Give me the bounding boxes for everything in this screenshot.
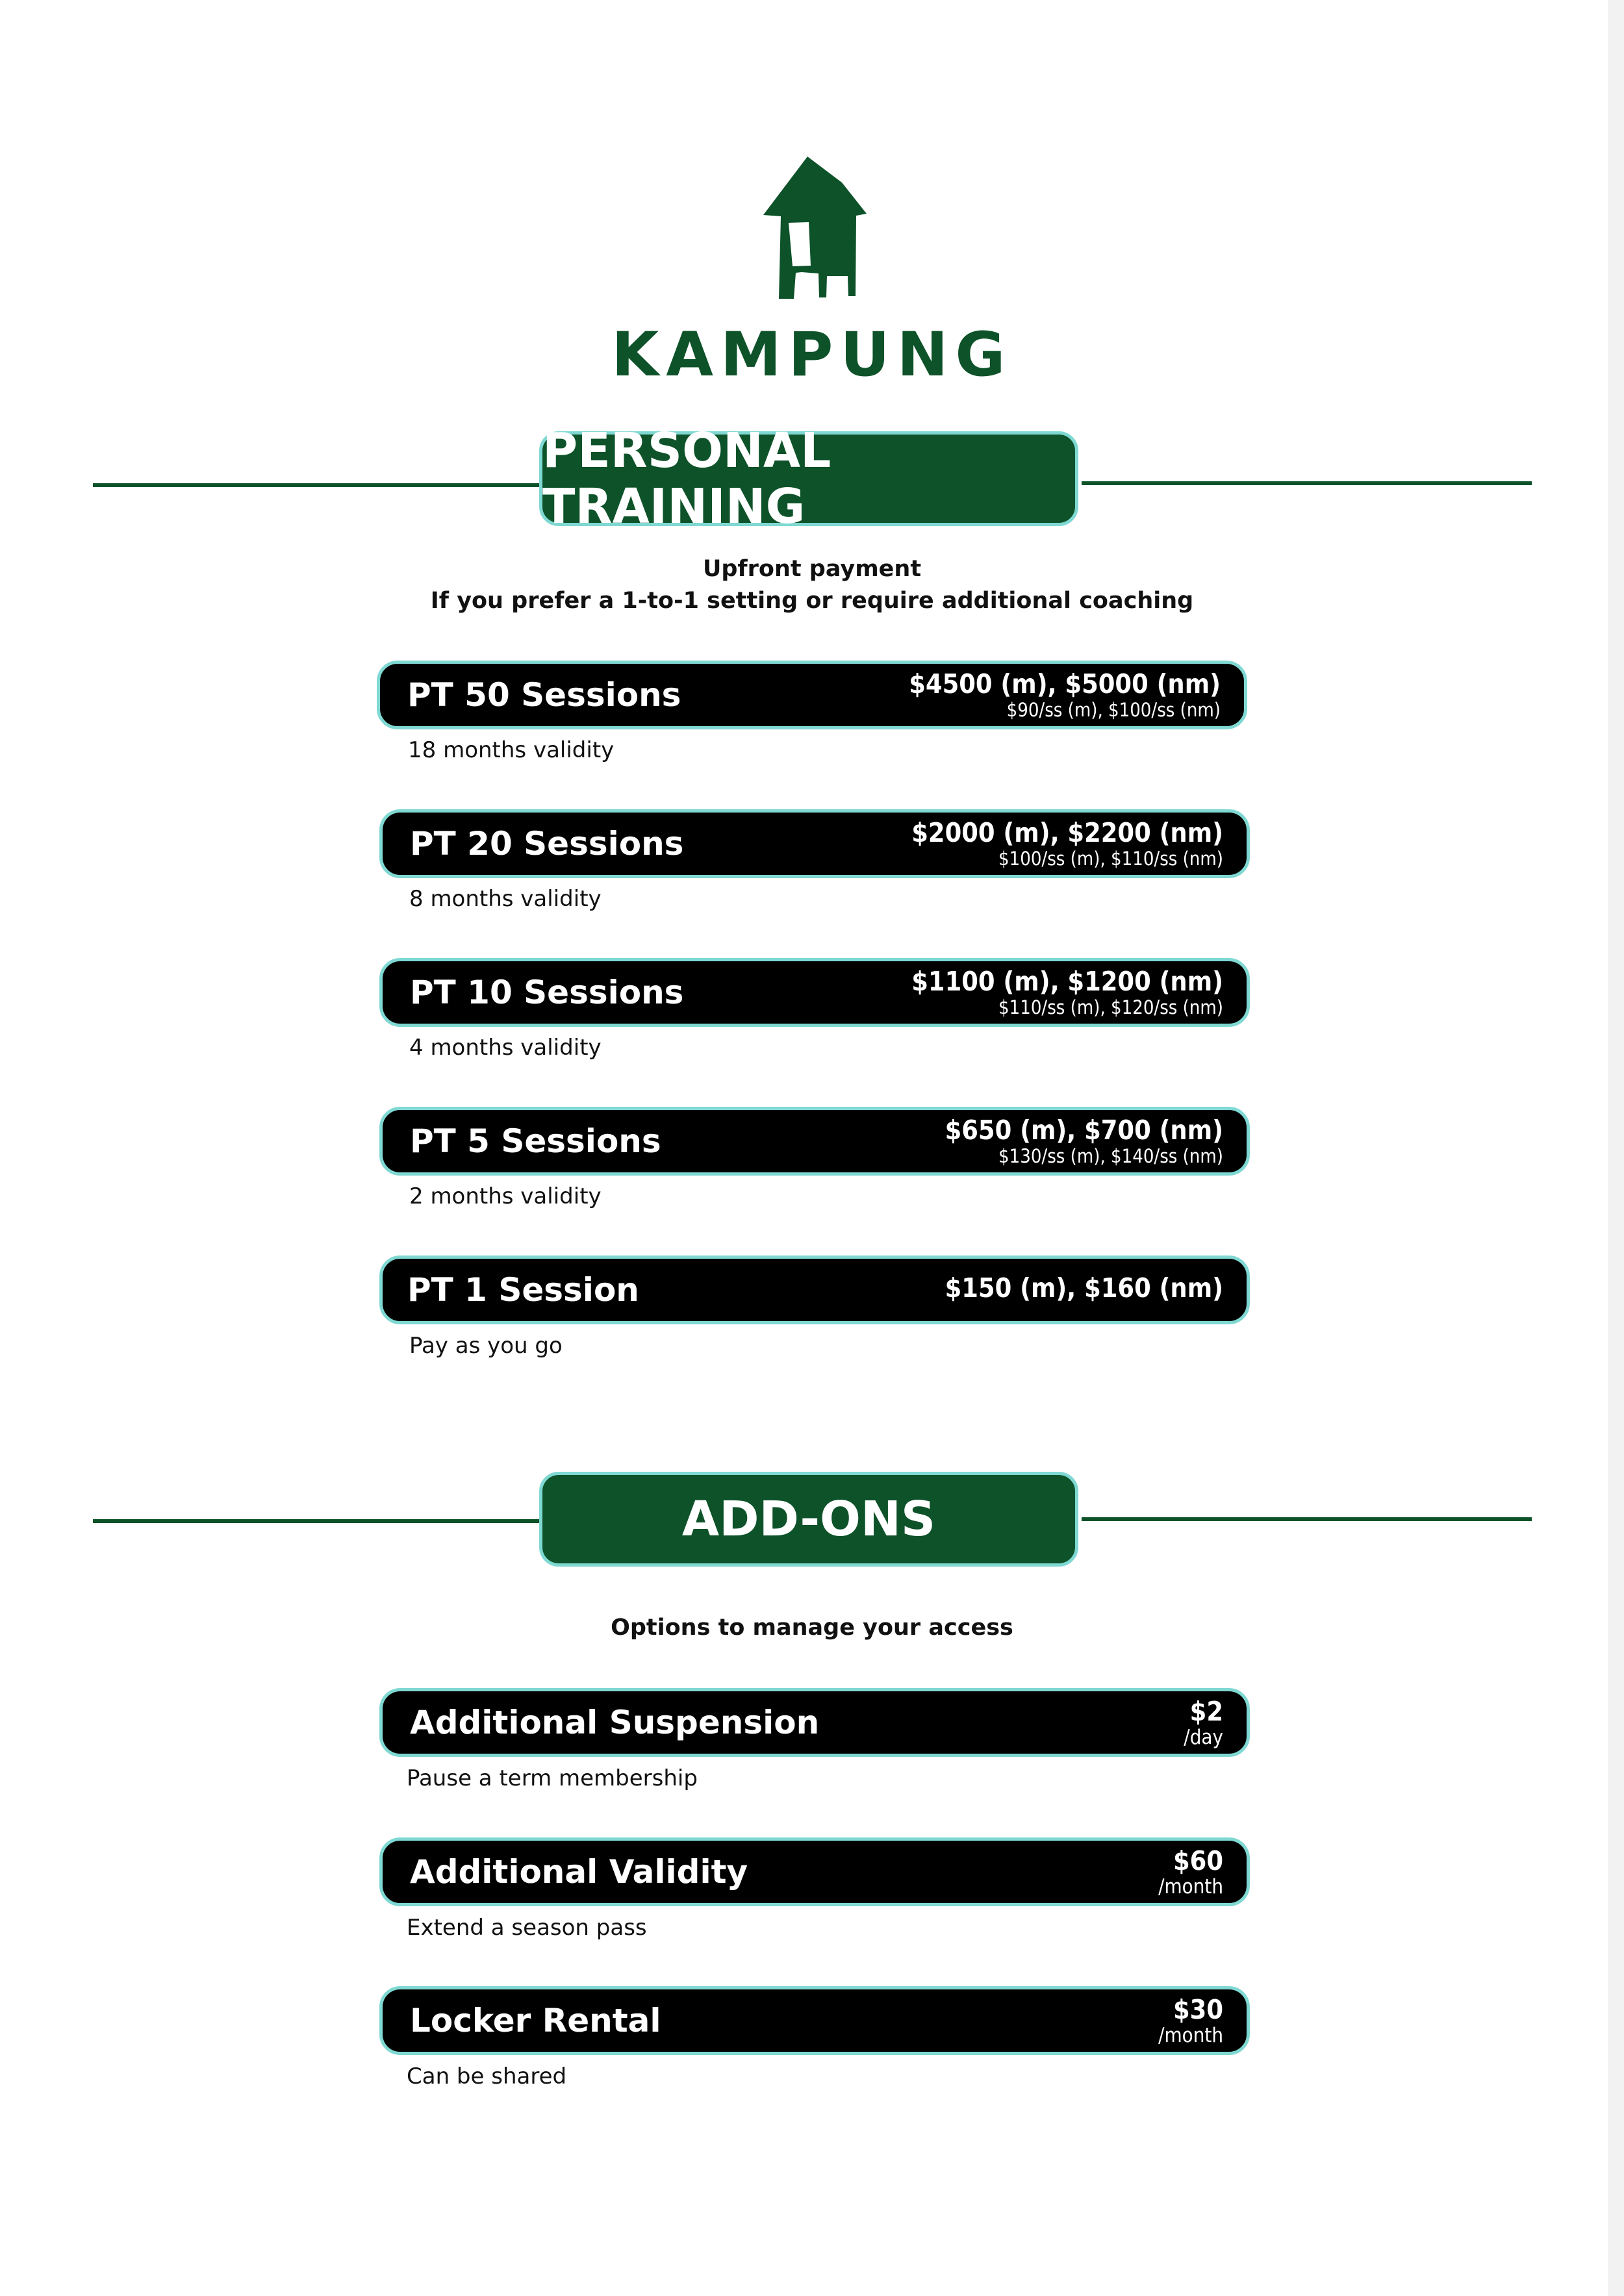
package-price-main: $2000 (m), $2200 (nm): [911, 817, 1223, 848]
section-title-personal-training: PERSONAL TRAINING: [539, 431, 1078, 526]
package-price-per-session: $90/ss (m), $100/ss (nm): [1006, 699, 1221, 721]
package-name: PT 10 Sessions: [410, 974, 684, 1011]
package-name: PT 5 Sessions: [410, 1122, 661, 1160]
stilt-house-icon: [734, 153, 890, 309]
package-price-per-session: $110/ss (m), $120/ss (nm): [998, 996, 1223, 1018]
addon-price-unit: /month: [1158, 1875, 1223, 1899]
package-note: Pay as you go: [409, 1333, 563, 1359]
addon-bar: [379, 1986, 1250, 2055]
addon-price-unit: /month: [1158, 2024, 1223, 2047]
package-name: PT 50 Sessions: [407, 676, 681, 714]
addon-price-amount: $30: [1173, 1994, 1223, 2025]
section-rule-left: [93, 483, 541, 487]
package-price-per-session: $100/ss (m), $110/ss (nm): [998, 848, 1223, 870]
addon-price: [1158, 1995, 1223, 2047]
addon-price: [1184, 1697, 1223, 1748]
package-note: 2 months validity: [409, 1183, 602, 1209]
section-rule-left: [93, 1519, 541, 1523]
addon-bar: [379, 1837, 1250, 1906]
package-name: PT 20 Sessions: [410, 825, 684, 863]
section-title-add-ons: ADD-ONS: [539, 1472, 1078, 1567]
package-note: 8 months validity: [409, 886, 602, 912]
pt-package-bar: [379, 1255, 1250, 1324]
addon-note: Extend a season pass: [407, 1915, 647, 1941]
package-price-main: $4500 (m), $5000 (nm): [909, 668, 1221, 700]
pt-package-bar: [377, 661, 1247, 729]
brand-name: KAMPUNG: [611, 320, 1013, 390]
pt-package-bar: [379, 1107, 1250, 1176]
package-price-main: $650 (m), $700 (nm): [945, 1115, 1223, 1146]
addon-name: Additional Validity: [410, 1853, 748, 1891]
section-rule-right: [1082, 1517, 1532, 1521]
package-price: [911, 966, 1223, 1018]
package-price-main: $150 (m), $160 (nm): [945, 1272, 1223, 1304]
addon-note: Pause a term membership: [407, 1765, 698, 1791]
addon-name: Additional Suspension: [410, 1704, 820, 1741]
pt-subtitle-1: Upfront payment: [702, 556, 922, 582]
package-price: [909, 669, 1221, 721]
pt-subtitle-2: If you prefer a 1-to-1 setting or require additional coaching: [430, 588, 1194, 614]
package-name: PT 1 Session: [407, 1271, 639, 1309]
pt-package-bar: [379, 958, 1250, 1027]
addon-bar: [379, 1688, 1250, 1757]
addon-price-unit: /day: [1184, 1726, 1223, 1749]
section-rule-right: [1082, 481, 1532, 485]
pt-package-bar: [379, 809, 1250, 878]
addons-subtitle: Options to manage your access: [611, 1615, 1013, 1641]
package-price-per-session: $130/ss (m), $140/ss (nm): [998, 1145, 1223, 1167]
addon-price-amount: $2: [1189, 1696, 1223, 1727]
addon-note: Can be shared: [407, 2063, 567, 2089]
addon-price-amount: $60: [1173, 1845, 1223, 1876]
package-price: [945, 1115, 1223, 1167]
package-price: [945, 1273, 1223, 1303]
package-price-main: $1100 (m), $1200 (nm): [911, 966, 1223, 997]
addon-name: Locker Rental: [410, 2002, 661, 2039]
package-note: 4 months validity: [409, 1035, 602, 1061]
package-note: 18 months validity: [408, 737, 615, 763]
addon-price: [1158, 1846, 1223, 1898]
package-price: [911, 818, 1223, 870]
